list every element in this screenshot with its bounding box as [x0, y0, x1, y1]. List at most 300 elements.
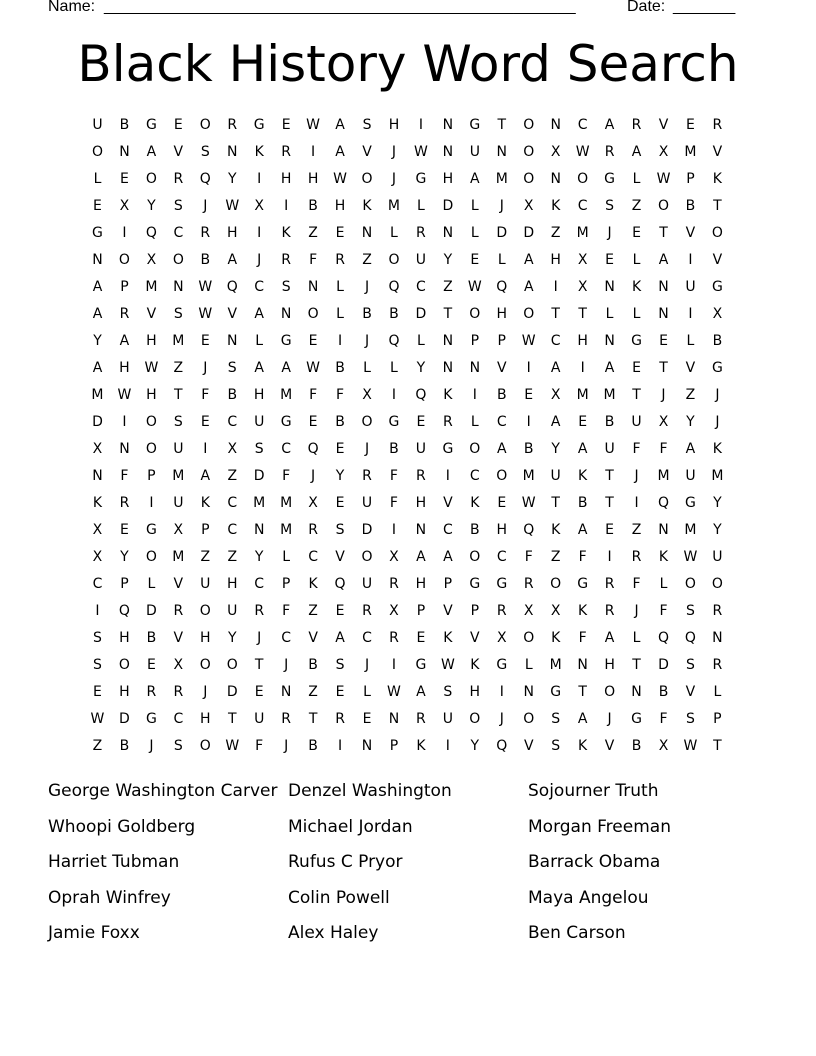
grid-letter: B	[227, 387, 238, 403]
word-list-item: Barrack Obama	[528, 852, 661, 872]
grid-letter: U	[254, 414, 265, 430]
grid-letter: L	[632, 252, 641, 268]
grid-letter: A	[200, 468, 211, 484]
grid-letter: L	[605, 306, 614, 322]
grid-letter: G	[145, 522, 157, 538]
grid-letter: J	[607, 711, 612, 727]
grid-letter: N	[361, 225, 373, 241]
grid-letter: S	[686, 657, 695, 673]
grid-letter: L	[336, 306, 344, 322]
grid-letter: W	[521, 333, 536, 349]
grid-letter: N	[658, 306, 669, 322]
grid-letter: L	[632, 306, 641, 322]
grid-letter: Q	[684, 630, 696, 646]
grid-letter: N	[442, 360, 454, 376]
grid-letter: O	[307, 306, 319, 322]
grid-letter: N	[119, 144, 130, 160]
grid-letter: K	[712, 441, 722, 457]
grid-letter: T	[578, 684, 587, 700]
grid-letter: O	[199, 117, 211, 133]
grid-letter: T	[605, 468, 614, 484]
grid-letter: M	[172, 333, 185, 349]
grid-letter: X	[550, 144, 561, 160]
grid-letter: T	[578, 306, 587, 322]
grid-letter: R	[496, 603, 507, 619]
grid-letter: F	[282, 603, 291, 619]
grid-letter: O	[711, 225, 723, 241]
grid-letter: F	[659, 441, 668, 457]
grid-letter: U	[712, 549, 723, 565]
grid-letter: O	[145, 171, 157, 187]
grid-letter: O	[496, 468, 508, 484]
grid-letter: L	[390, 360, 398, 376]
grid-letter: G	[145, 117, 157, 133]
grid-letter: J	[634, 603, 639, 619]
grid-letter: K	[578, 468, 588, 484]
grid-letter: C	[227, 495, 238, 511]
grid-letter: T	[659, 360, 668, 376]
word-list-item: Whoopi Goldberg	[48, 816, 196, 837]
grid-letter: N	[496, 144, 508, 160]
grid-letter: X	[119, 198, 130, 214]
grid-letter: I	[122, 414, 127, 430]
grid-letter: U	[227, 603, 238, 619]
grid-letter: O	[118, 657, 130, 673]
grid-letter: Z	[200, 549, 211, 565]
grid-letter: V	[496, 360, 507, 376]
grid-letter: O	[199, 657, 211, 673]
grid-letter: A	[496, 441, 507, 457]
grid-letter: R	[362, 603, 372, 619]
grid-letter: O	[361, 549, 373, 565]
grid-letter: A	[577, 522, 588, 538]
grid-letter: T	[443, 306, 453, 322]
grid-letter: N	[173, 279, 184, 295]
grid-letter: O	[523, 711, 535, 727]
grid-letter: D	[415, 306, 427, 322]
grid-letter: I	[472, 387, 477, 403]
grid-letter: B	[389, 306, 399, 322]
grid-letter: Z	[443, 279, 453, 295]
grid-letter: K	[578, 603, 588, 619]
grid-letter: R	[281, 252, 292, 268]
grid-letter: G	[496, 657, 508, 673]
grid-letter: I	[580, 360, 585, 376]
grid-letter: C	[416, 279, 426, 295]
grid-letter: S	[551, 738, 561, 754]
grid-letter: C	[442, 522, 453, 538]
grid-letter: W	[683, 738, 698, 754]
grid-letter: N	[577, 657, 588, 673]
grid-letter: I	[391, 522, 397, 538]
grid-letter: H	[253, 387, 265, 403]
grid-letter: O	[226, 657, 238, 673]
grid-letter: U	[415, 441, 427, 457]
grid-letter: T	[551, 495, 560, 511]
grid-letter: I	[391, 387, 397, 403]
grid-letter: Y	[686, 414, 695, 430]
grid-letter: L	[93, 171, 102, 187]
grid-letter: F	[389, 495, 398, 511]
grid-letter: D	[496, 225, 508, 241]
grid-letter: H	[119, 630, 130, 646]
grid-letter: J	[607, 225, 612, 241]
grid-letter: B	[577, 495, 588, 511]
grid-letter: Y	[93, 333, 102, 349]
grid-letter: Q	[334, 576, 346, 592]
grid-letter: M	[280, 522, 293, 538]
word-list-item: Oprah Winfrey	[48, 887, 171, 908]
grid-letter: I	[634, 495, 639, 511]
grid-letter: J	[284, 657, 289, 673]
grid-letter: K	[308, 576, 318, 592]
grid-letter: B	[523, 441, 534, 457]
grid-letter: S	[551, 711, 561, 727]
grid-letter: B	[200, 252, 211, 268]
grid-letter: H	[200, 711, 211, 727]
grid-letter: O	[91, 144, 103, 160]
grid-letter: K	[712, 171, 722, 187]
grid-letter: V	[227, 306, 238, 322]
word-list-item: Ben Carson	[528, 923, 626, 943]
grid-letter: Z	[308, 684, 318, 700]
grid-letter: X	[712, 306, 723, 322]
grid-letter: P	[147, 468, 156, 484]
grid-letter: R	[631, 117, 642, 133]
grid-letter: T	[227, 711, 237, 727]
grid-letter: Y	[254, 549, 264, 565]
grid-letter: C	[227, 414, 238, 430]
grid-letter: S	[686, 603, 695, 619]
grid-letter: Z	[550, 225, 561, 241]
grid-letter: E	[200, 414, 210, 430]
grid-letter: K	[200, 495, 210, 511]
grid-letter: S	[173, 738, 183, 754]
grid-letter: A	[335, 630, 345, 646]
grid-letter: Y	[713, 522, 722, 538]
grid-letter: M	[711, 468, 724, 484]
grid-letter: H	[226, 225, 238, 241]
grid-letter: L	[632, 630, 641, 646]
grid-letter: J	[499, 711, 504, 727]
grid-letter: K	[470, 495, 480, 511]
word-list-item: Morgan Freeman	[528, 816, 671, 837]
grid-letter: R	[443, 414, 453, 430]
grid-letter: D	[92, 414, 103, 430]
grid-letter: F	[120, 468, 129, 484]
grid-letter: W	[467, 279, 482, 295]
grid-letter: N	[604, 279, 615, 295]
grid-letter: A	[550, 414, 561, 430]
grid-letter: O	[604, 684, 616, 700]
grid-letter: T	[659, 225, 668, 241]
grid-letter: W	[387, 684, 401, 700]
grid-letter: I	[337, 738, 343, 754]
grid-letter: R	[200, 225, 211, 241]
grid-letter: E	[578, 414, 588, 430]
grid-letter: H	[146, 333, 157, 349]
grid-letter: B	[389, 441, 399, 457]
grid-letter: C	[254, 576, 265, 592]
grid-letter: G	[469, 576, 481, 592]
grid-letter: W	[225, 738, 240, 754]
grid-letter: I	[257, 171, 262, 187]
grid-letter: R	[119, 495, 130, 511]
grid-letter: F	[336, 387, 345, 403]
grid-letter: M	[684, 144, 697, 160]
grid-letter: M	[387, 198, 400, 214]
grid-letter: A	[685, 441, 696, 457]
grid-letter: T	[632, 387, 641, 403]
name-field[interactable]: _____________________________________________________	[104, 0, 576, 15]
grid-letter: D	[253, 468, 265, 484]
grid-letter: E	[524, 387, 534, 403]
grid-letter: L	[686, 333, 695, 349]
grid-letter: A	[658, 252, 669, 268]
grid-letter: I	[688, 306, 693, 322]
grid-letter: D	[361, 522, 373, 538]
grid-letter: K	[281, 225, 291, 241]
grid-letter: K	[443, 630, 453, 646]
grid-letter: V	[308, 630, 318, 646]
grid-letter: A	[335, 117, 345, 133]
word-list-item: Denzel Washington	[288, 781, 452, 801]
grid-letter: X	[146, 252, 157, 268]
grid-letter: Z	[685, 387, 696, 403]
grid-letter: K	[631, 279, 642, 295]
grid-letter: W	[575, 144, 590, 160]
grid-letter: U	[361, 495, 373, 511]
page-title: Black History Word Search	[77, 35, 739, 93]
grid-letter: S	[254, 441, 264, 457]
grid-letter: N	[523, 684, 534, 700]
grid-letter: Y	[470, 738, 480, 754]
grid-letter: U	[631, 414, 642, 430]
grid-letter: N	[361, 738, 373, 754]
grid-letter: M	[576, 225, 589, 241]
grid-letter: T	[605, 495, 614, 511]
grid-letter: N	[712, 630, 723, 646]
word-list	[48, 776, 768, 954]
grid-letter: I	[257, 225, 262, 241]
grid-letter: T	[632, 657, 641, 673]
grid-letter: V	[443, 603, 453, 619]
grid-letter: Z	[550, 549, 561, 565]
grid-letter: H	[200, 630, 211, 646]
grid-letter: E	[281, 117, 291, 133]
grid-letter: R	[173, 684, 184, 700]
grid-letter: G	[711, 279, 723, 295]
grid-letter: M	[253, 495, 266, 511]
grid-letter: C	[254, 279, 265, 295]
grid-letter: E	[686, 117, 695, 133]
grid-letter: U	[254, 711, 265, 727]
grid-letter: Q	[307, 441, 319, 457]
grid-letter: P	[443, 576, 453, 592]
grid-letter: Q	[657, 495, 669, 511]
date-field[interactable]: _______	[673, 0, 736, 15]
grid-letter: T	[308, 711, 318, 727]
grid-letter: G	[92, 225, 103, 241]
grid-letter: P	[497, 333, 506, 349]
grid-letter: I	[499, 684, 504, 700]
grid-letter: J	[257, 252, 262, 268]
grid-letter: K	[443, 387, 453, 403]
grid-letter: T	[174, 387, 183, 403]
grid-letter: Z	[227, 549, 238, 565]
grid-letter: P	[120, 279, 129, 295]
grid-letter: L	[659, 576, 668, 592]
grid-letter: N	[415, 522, 427, 538]
grid-letter: Y	[147, 198, 156, 214]
grid-letter: A	[470, 171, 480, 187]
grid-letter: P	[470, 603, 480, 619]
grid-letter: L	[470, 225, 479, 241]
grid-letter: I	[607, 549, 612, 565]
grid-letter: X	[308, 495, 318, 511]
grid-letter: C	[496, 549, 507, 565]
grid-letter: R	[523, 576, 534, 592]
word-list-item: Colin Powell	[288, 887, 390, 908]
grid-letter: G	[280, 414, 292, 430]
grid-letter: L	[497, 252, 506, 268]
grid-letter: Y	[227, 171, 237, 187]
grid-letter: A	[416, 549, 426, 565]
grid-letter: W	[656, 171, 671, 187]
grid-letter: O	[523, 171, 535, 187]
grid-letter: C	[281, 441, 292, 457]
word-list-item: Rufus C Pryor	[288, 852, 403, 872]
grid-letter: M	[91, 387, 104, 403]
grid-letter: I	[526, 360, 531, 376]
grid-letter: R	[227, 117, 238, 133]
grid-letter: M	[280, 387, 293, 403]
grid-letter: T	[713, 738, 722, 754]
grid-letter: L	[713, 684, 722, 700]
grid-letter: J	[364, 279, 370, 295]
grid-letter: J	[661, 387, 666, 403]
grid-letter: F	[255, 738, 264, 754]
grid-letter: X	[577, 252, 588, 268]
grid-letter: X	[92, 441, 103, 457]
grid-letter: C	[92, 576, 103, 592]
grid-letter: N	[227, 333, 238, 349]
word-list-item: Sojourner Truth	[528, 781, 659, 801]
grid-letter: K	[658, 549, 669, 565]
grid-letter: X	[389, 549, 399, 565]
grid-letter: M	[522, 468, 535, 484]
grid-letter: S	[335, 657, 345, 673]
grid-letter: Q	[388, 333, 400, 349]
grid-letter: Q	[118, 603, 130, 619]
grid-letter: O	[388, 252, 400, 268]
grid-letter: W	[117, 387, 132, 403]
word-list-item: Harriet Tubman	[48, 852, 180, 872]
grid-letter: P	[120, 576, 129, 592]
grid-letter: O	[118, 252, 130, 268]
grid-letter: B	[308, 738, 318, 754]
grid-letter: B	[685, 198, 696, 214]
grid-letter: K	[578, 738, 588, 754]
grid-letter: S	[335, 522, 345, 538]
grid-letter: O	[550, 576, 562, 592]
grid-letter: I	[391, 657, 397, 673]
grid-letter: X	[389, 603, 399, 619]
grid-letter: O	[469, 306, 481, 322]
grid-letter: J	[634, 468, 639, 484]
grid-letter: N	[92, 468, 103, 484]
grid-letter: E	[335, 603, 345, 619]
grid-letter: X	[496, 630, 507, 646]
grid-letter: V	[335, 549, 345, 565]
grid-letter: V	[685, 225, 696, 241]
grid-letter: K	[551, 630, 561, 646]
grid-letter: U	[361, 576, 373, 592]
grid-letter: L	[390, 225, 398, 241]
grid-letter: P	[713, 711, 722, 727]
grid-letter: N	[658, 522, 669, 538]
grid-letter: R	[146, 684, 157, 700]
grid-letter: H	[119, 360, 130, 376]
grid-letter: B	[496, 387, 507, 403]
grid-letter: R	[416, 468, 426, 484]
grid-letter: Z	[227, 468, 238, 484]
grid-letter: U	[92, 117, 103, 133]
grid-letter: L	[632, 171, 641, 187]
grid-letter: O	[145, 414, 157, 430]
grid-letter: X	[523, 603, 534, 619]
grid-letter: A	[631, 144, 642, 160]
grid-letter: C	[362, 630, 372, 646]
grid-letter: J	[364, 333, 370, 349]
grid-letter: W	[198, 279, 213, 295]
grid-letter: H	[442, 171, 454, 187]
grid-letter: O	[684, 576, 696, 592]
grid-letter: X	[173, 657, 184, 673]
grid-letter: E	[632, 225, 641, 241]
grid-letter: L	[255, 333, 264, 349]
grid-letter: S	[605, 198, 615, 214]
grid-letter: D	[523, 225, 535, 241]
grid-letter: R	[389, 630, 399, 646]
grid-letter: N	[631, 684, 642, 700]
grid-letter: A	[604, 117, 615, 133]
grid-letter: O	[361, 414, 373, 430]
grid-letter: V	[146, 306, 157, 322]
grid-letter: X	[523, 198, 534, 214]
grid-letter: D	[658, 657, 669, 673]
grid-letter: O	[172, 252, 184, 268]
grid-letter: N	[442, 333, 454, 349]
grid-letter: G	[145, 711, 157, 727]
grid-letter: L	[147, 576, 156, 592]
grid-letter: V	[443, 495, 453, 511]
grid-letter: Q	[226, 279, 238, 295]
grid-letter: K	[254, 144, 264, 160]
grid-letter: O	[469, 441, 481, 457]
grid-letter: B	[335, 360, 345, 376]
grid-letter: W	[683, 549, 698, 565]
grid-letter: G	[280, 333, 292, 349]
grid-letter: J	[284, 738, 289, 754]
grid-letter: N	[550, 117, 561, 133]
grid-letter: S	[93, 630, 102, 646]
grid-letter: H	[415, 576, 427, 592]
name-label: Name:	[48, 0, 96, 15]
grid-letter: G	[550, 684, 562, 700]
grid-letter: O	[577, 171, 589, 187]
grid-letter: M	[549, 657, 562, 673]
